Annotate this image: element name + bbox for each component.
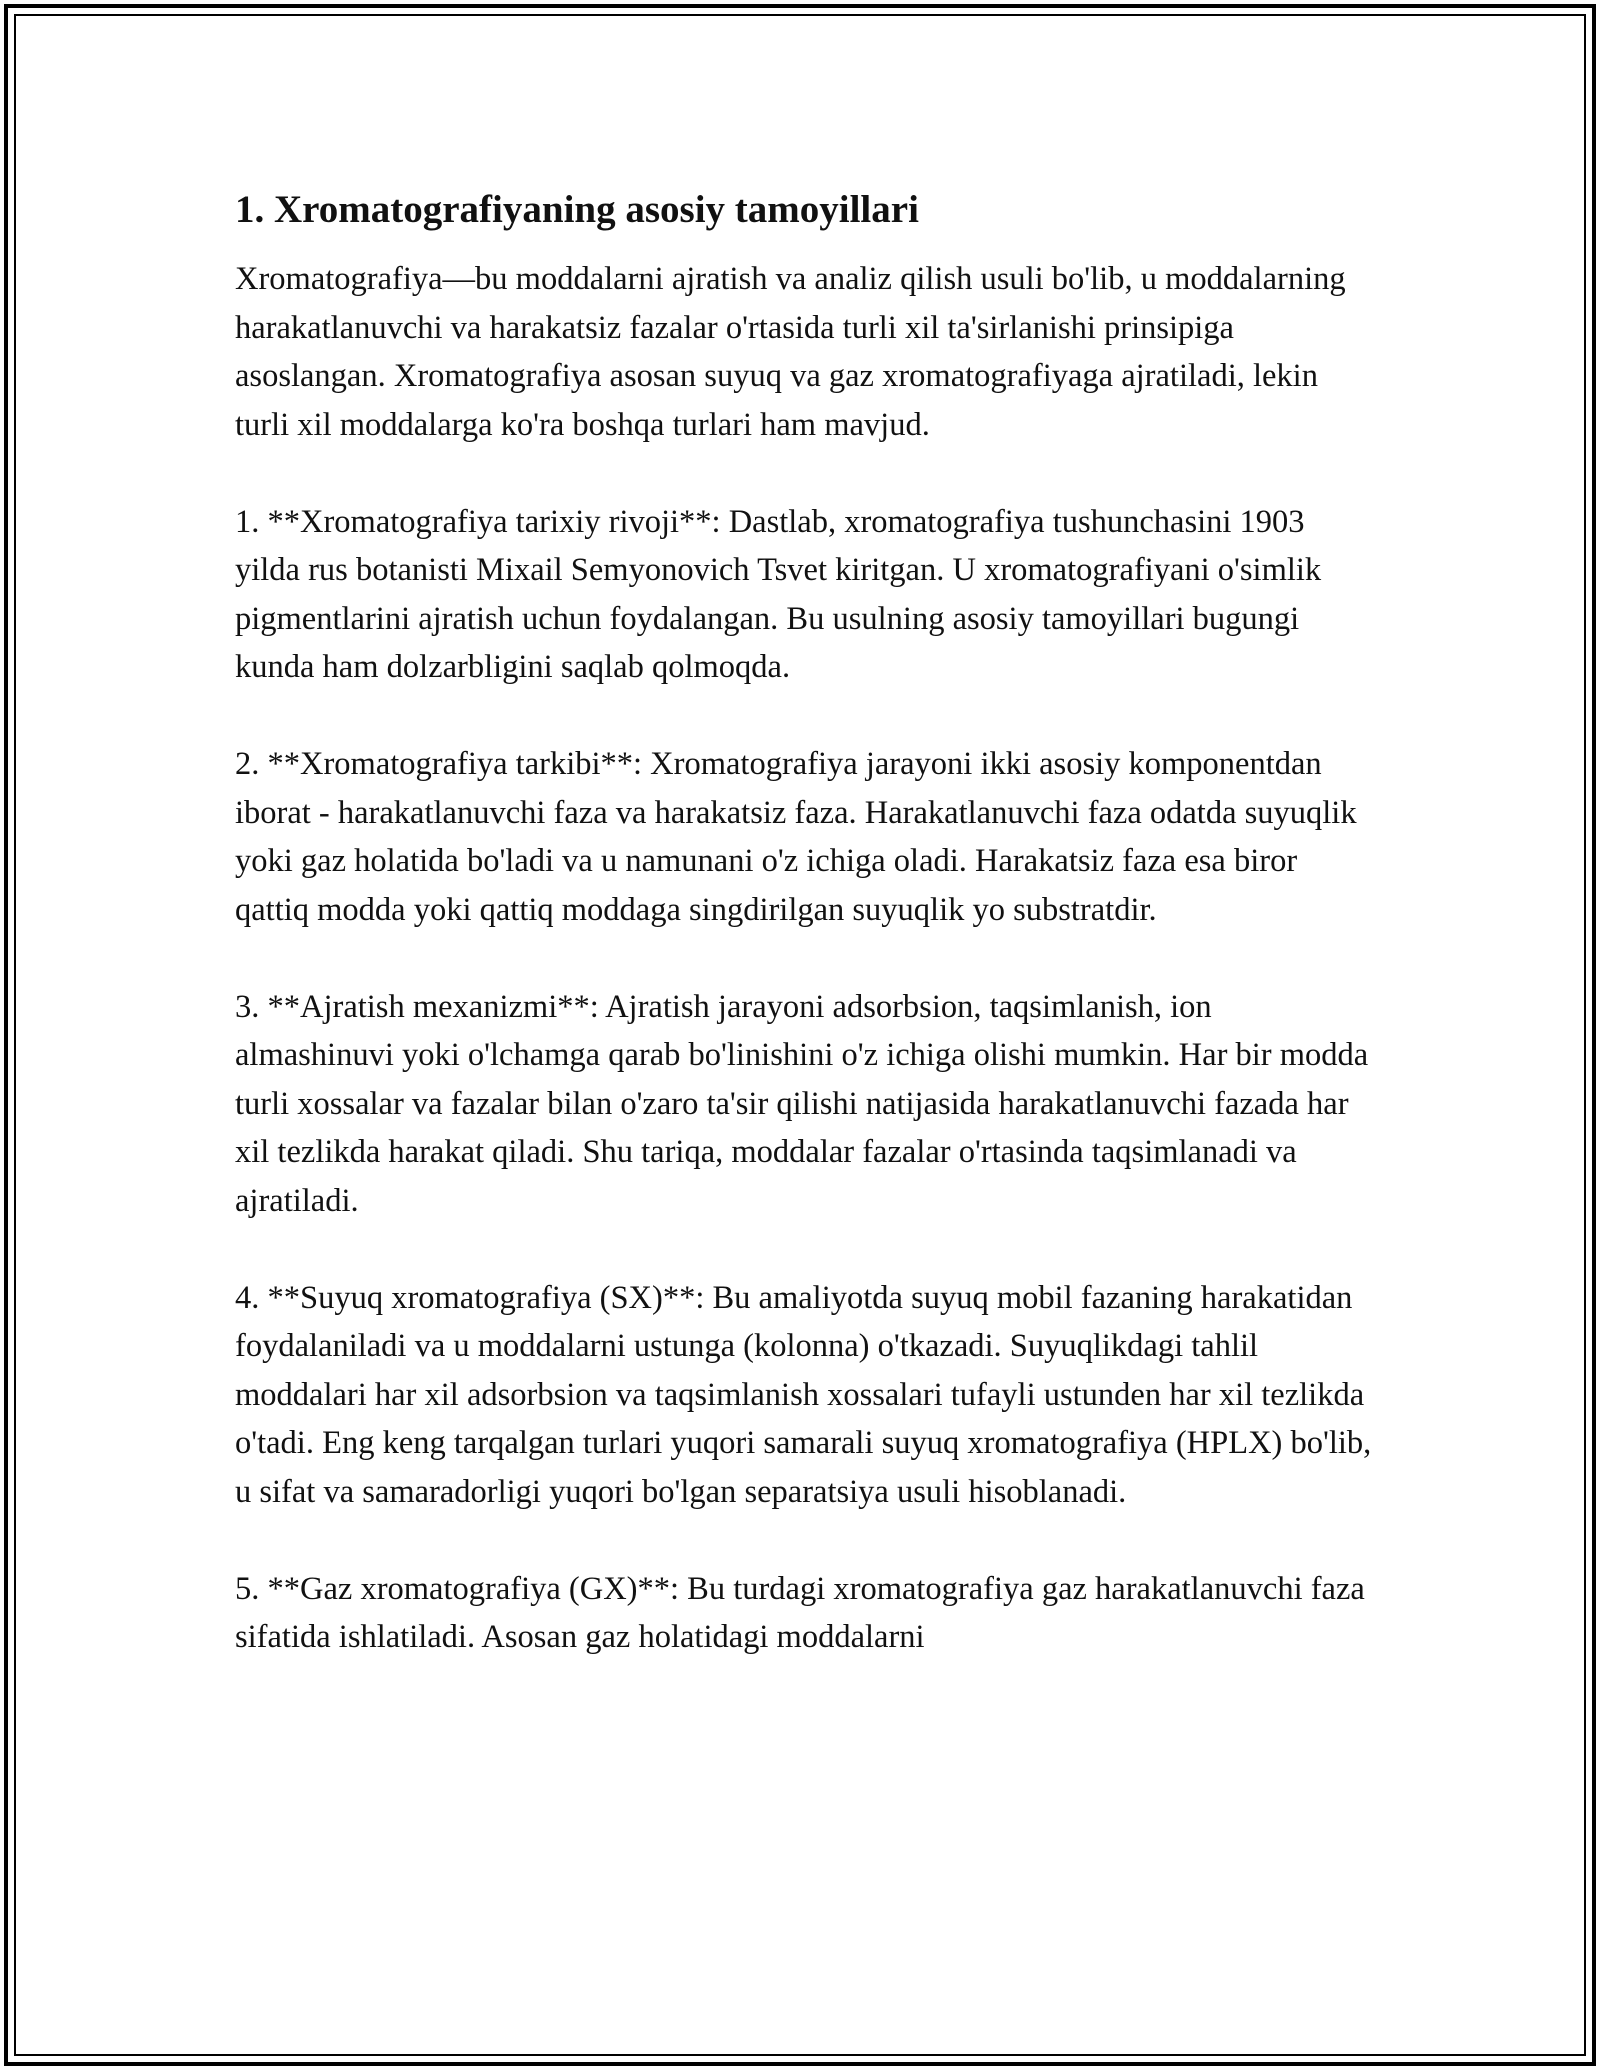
intro-paragraph: Xromatografiya—bu moddalarni ajratish va analiz qilish usuli bo'lib, u moddalarning harakatlanuvchi va harakatsiz fazalar o'rtasida turli xil ta'sirlanishi prinsipiga asoslangan. Xromatografiya asosan suyuq va gaz xromatografiyaga ajratiladi, lekin turli xil moddalarga ko'ra boshqa turlari ham mavjud.	[235, 261, 1346, 443]
document-body	[235, 185, 1375, 1710]
paragraph-separation-mechanism: 3. **Ajratish mexanizmi**: Ajratish jarayoni adsorbsion, taqsimlanish, ion almashinuvi yoki o'lchamga qarab bo'linishini o'z ichiga olishi mumkin. Har bir modda turli xossalar va fazalar bilan o'zaro ta'sir qilishi natijasida harakatlanuvchi fazada har xil tezlikda harakat qiladi. Shu tariqa, moddalar fazalar o'rtasinda taqsimlanadi va ajratiladi.	[235, 988, 1369, 1219]
paragraph-history: 1. **Xromatografiya tarixiy rivoji**: Dastlab, xromatografiya tushunchasini 1903 yilda rus botanisti Mixail Semyonovich Tsvet kiritgan. U xromatografiyani o'simlik pigmentlarini ajratish uchun foydalangan. Bu usulning asosiy tamoyillari bugungi kunda ham dolzarbligini saqlab qolmoqda.	[235, 503, 1322, 685]
paragraph-gas-chromatography: 5. **Gaz xromatografiya (GX)**: Bu turdagi xromatografiya gaz harakatlanuvchi faza sifatida ishlatiladi. Asosan gaz holatidagi moddalarni	[235, 1570, 1365, 1655]
paragraph-composition: 2. **Xromatografiya tarkibi**: Xromatografiya jarayoni ikki asosiy komponentdan iborat - harakatlanuvchi faza va harakatsiz faza. Harakatlanuvchi faza odatda suyuqlik yoki gaz holatida bo'ladi va u namunani o'z ichiga oladi. Harakatsiz faza esa biror qattiq modda yoki qattiq moddaga singdirilgan suyuqlik yo substratdir.	[235, 746, 1357, 928]
page-title: 1. Xromatografiyaning asosiy tamoyillari	[235, 188, 919, 231]
paragraph-liquid-chromatography: 4. **Suyuq xromatografiya (SX)**: Bu amaliyotda suyuq mobil fazaning harakatidan foydalaniladi va u moddalarni ustunga (kolonna) o'tkazadi. Suyuqlikdagi tahlil moddalari har xil adsorbsion va taqsimlanish xossalari tufayli ustunden har xil tezlikda o'tadi. Eng keng tarqalgan turlari yuqori samarali suyuq xromatografiya (HPLX) bo'lib, u sifat va samaradorligi yuqori bo'lgan separatsiya usuli hisoblanadi.	[235, 1279, 1372, 1510]
